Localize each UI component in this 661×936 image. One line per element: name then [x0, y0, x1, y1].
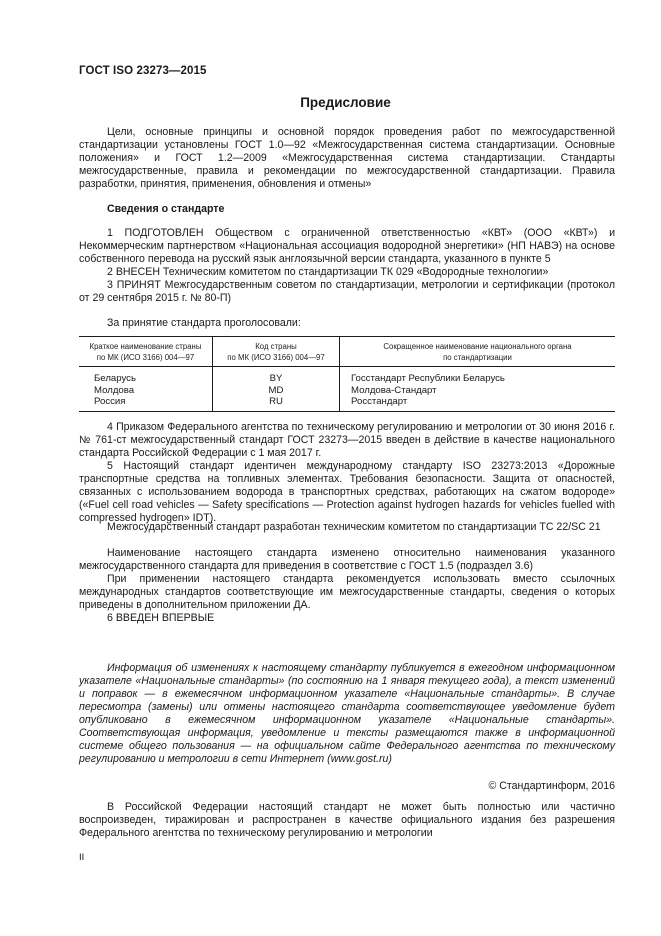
table-cell-organ: Госстандарт Республики Беларусь	[351, 373, 505, 384]
table-header-code	[213, 341, 339, 363]
item-5-references: При применении настоящего стандарта рекомендуется использовать вместо ссылочных международных стандартов соответствующие им межгосударственные стандарты, сведения о которых приведены в дополнительном приложении ДА.	[79, 573, 615, 611]
table-cell-organ: Молдова-Стандарт	[351, 384, 437, 396]
standard-code-header: ГОСТ ISO 23273—2015	[79, 65, 207, 77]
header-text: по МК (ИСО 3166) 004—97	[96, 353, 195, 362]
item-2-submitted: 2 ВНЕСЕН Техническим комитетом по стандартизации ТК 029 «Водородные технологии»	[107, 266, 549, 278]
header-text: по стандартизации	[443, 353, 512, 362]
section-title: Сведения о стандарте	[107, 203, 225, 215]
table-header-organ	[340, 341, 615, 363]
table-cell-code: BY	[269, 373, 283, 384]
item-5-committee: Межгосударственный стандарт разработан техническим комитетом по стандартизации TC 22/SC 21	[107, 521, 601, 533]
voting-table	[79, 336, 615, 412]
header-text: по МК (ИСО 3166) 004—97	[227, 353, 325, 362]
table-cell-country: Беларусь	[94, 373, 136, 384]
page-title: Предисловие	[300, 95, 391, 110]
changes-info-paragraph: Информация об изменениях к настоящему стандарту публикуется в ежегодном информационном указателе «Национальные стандарты» (по состоянию на 1 января текущего года), а текст изменений и поправок — в ежемесячном информационном указателе «Национальные стандарты». В случае пересмотра (замены) или отмены настоящего стандарта соответствующее уведомление будет опубликовано в ежемесячном информационном указателе «Национальные стандарты». Соответствующая информация, уведомление и тексты размещаются также в информационной системе общего пользования — на официальном сайте Федерального агентства по техническому регулированию и метрологии в сети Интернет (www.gost.ru)	[79, 662, 615, 765]
item-5-name-change: Наименование настоящего стандарта изменено относительно наименования указанного межгосударственного стандарта для приведения в соответствие с ГОСТ 1.5 (подраздел 3.6)	[79, 547, 615, 572]
header-text: Сокращенное наименование национального органа	[383, 342, 572, 351]
legal-notice: В Российской Федерации настоящий стандарт не может быть полностью или частично воспроизведен, тиражирован и распространен в качестве официального издания без разрешения Федерального агентства по техническому регулированию и метрологии	[79, 801, 615, 839]
item-6-first-introduced: 6 ВВЕДЕН ВПЕРВЫЕ	[107, 612, 215, 624]
table-cell-organ: Росстандарт	[351, 396, 408, 407]
page-number: II	[79, 852, 85, 863]
item-3-adopted: 3 ПРИНЯТ Межгосударственным советом по стандартизации, метрологии и сертификации (протокол от 29 сентября 2015 г. № 80-П)	[79, 279, 615, 304]
table-cell-code: RU	[269, 396, 283, 407]
header-text: Краткое наименование страны	[89, 342, 202, 351]
header-text: Код страны	[255, 342, 297, 351]
item-4-order: 4 Приказом Федерального агентства по техническому регулированию и метрологии от 30 июня 2016 г. № 761-ст межгосударственный стандарт ГОСТ 23273—2015 введен в действие в качестве национального стандарта Российской Федерации с 1 мая 2017 г.	[79, 421, 615, 459]
table-cell-country: Молдова	[94, 384, 135, 396]
item-1-prepared: 1 ПОДГОТОВЛЕН Обществом с ограниченной ответственностью «КВТ» (ООО «КВТ») и Некоммерческим партнерством «Национальная ассоциация водородной энергетики» (НП НАВЭ) на основе собственного перевода на русский язык англоязычной версии стандарта, указанного в пункте 5	[79, 227, 615, 265]
table-cell-country: Россия	[94, 396, 126, 407]
table-header-country	[79, 341, 212, 363]
copyright-line: © Стандартинформ, 2016	[488, 780, 615, 792]
intro-paragraph: Цели, основные принципы и основной порядок проведения работ по межгосударственной стандартизации установлены ГОСТ 1.0—92 «Межгосударственная система стандартизации. Основные положения» и ГОСТ 1.2—2009 «Межгосударственная система стандартизации. Стандарты межгосударственные, правила и рекомендации по межгосударственной стандартизации. Правила разработки, принятия, применения, обновления и отмены»	[79, 126, 615, 190]
table-cell-code: MD	[268, 384, 284, 396]
voted-label: За принятие стандарта проголосовали:	[107, 317, 301, 329]
item-5-identical: 5 Настоящий стандарт идентичен международному стандарту ISO 23273:2013 «Дорожные транспортные средства на топливных элементах. Требования безопасности. Защита от опасностей, связанных с использованием водорода в транспортных средствах, работающих на сжатом водороде» («Fuel cell road vehicles — Safety specifications — Protection against hydrogen hazards for vehicles fuelled with compressed hydrogen» IDT).	[79, 460, 615, 524]
